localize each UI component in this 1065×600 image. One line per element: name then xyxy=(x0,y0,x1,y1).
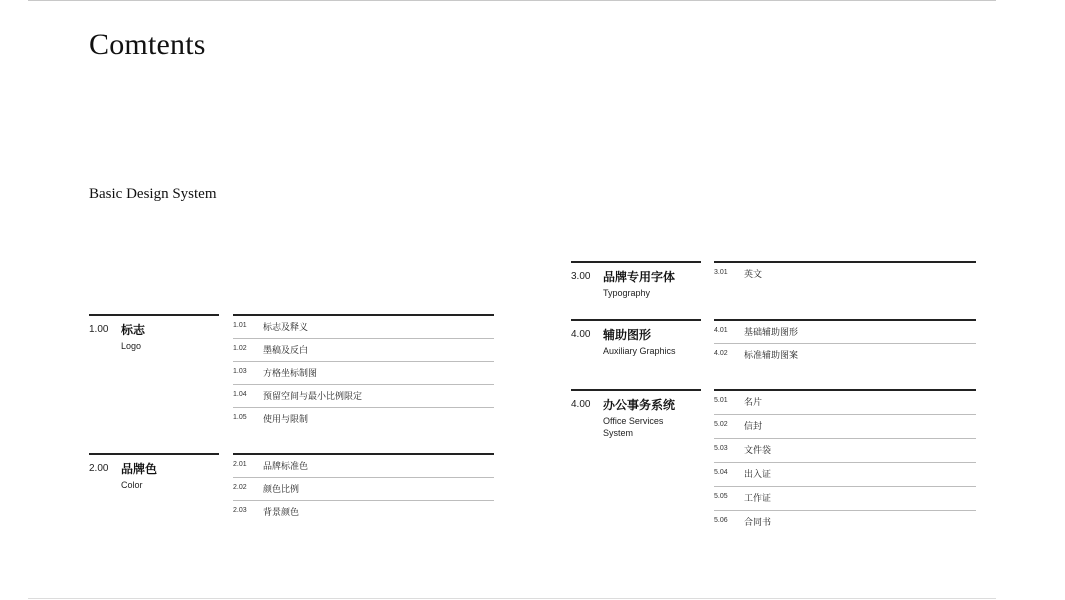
item-label: 基础辅助图形 xyxy=(744,327,799,337)
toc-item[interactable] xyxy=(233,478,494,501)
item-label: 背景颜色 xyxy=(263,507,300,517)
item-number: 1.05 xyxy=(233,414,247,421)
toc-item[interactable] xyxy=(714,511,976,534)
item-label: 标志及释义 xyxy=(263,322,309,332)
toc-item[interactable] xyxy=(233,339,494,362)
item-label: 名片 xyxy=(744,397,763,407)
item-label: 出入证 xyxy=(744,469,772,479)
toc-item[interactable] xyxy=(714,415,976,439)
section-title-cn: 品牌色 xyxy=(121,462,158,476)
section-items xyxy=(233,314,494,430)
section-items xyxy=(714,389,976,534)
toc-item[interactable] xyxy=(714,389,976,415)
section-number: 2.00 xyxy=(89,463,109,474)
section-number: 4.00 xyxy=(571,329,591,340)
bottom-rule xyxy=(28,598,996,599)
item-number: 2.02 xyxy=(233,484,247,491)
item-number: 5.06 xyxy=(714,517,728,524)
section-heading[interactable] xyxy=(571,261,701,313)
item-number: 2.03 xyxy=(233,507,247,514)
section-items xyxy=(714,319,976,366)
toc-item[interactable] xyxy=(714,261,976,286)
section-heading[interactable] xyxy=(89,314,219,366)
toc-item[interactable] xyxy=(233,314,494,339)
item-label: 合同书 xyxy=(744,517,772,527)
section-title-en: Logo xyxy=(121,341,142,351)
top-rule xyxy=(28,0,996,1)
section-heading[interactable] xyxy=(89,453,219,505)
toc-item[interactable] xyxy=(233,362,494,385)
toc-item[interactable] xyxy=(714,487,976,511)
item-label: 颜色比例 xyxy=(263,484,300,494)
toc-item[interactable] xyxy=(714,463,976,487)
page-subtitle: Basic Design System xyxy=(89,186,217,202)
item-label: 标准辅助图案 xyxy=(744,350,799,360)
section-number: 1.00 xyxy=(89,324,109,335)
section-title-en: Office Services System xyxy=(603,416,664,438)
section-title-cn: 办公事务系统 xyxy=(603,398,676,412)
toc-item[interactable] xyxy=(233,453,494,478)
section-heading[interactable] xyxy=(571,319,701,371)
section-items xyxy=(233,453,494,523)
item-label: 信封 xyxy=(744,421,763,431)
item-label: 英文 xyxy=(744,269,763,279)
item-label: 文件袋 xyxy=(744,445,772,455)
toc-item[interactable] xyxy=(714,439,976,463)
section-number: 4.00 xyxy=(571,399,591,410)
toc-item[interactable] xyxy=(233,385,494,408)
item-number: 5.02 xyxy=(714,421,728,428)
item-label: 使用与限制 xyxy=(263,414,309,424)
item-number: 5.04 xyxy=(714,469,728,476)
section-title-en: Typography xyxy=(603,288,651,298)
item-number: 5.03 xyxy=(714,445,728,452)
section-items xyxy=(714,261,976,286)
item-label: 品牌标准色 xyxy=(263,461,309,471)
section-title-en: Color xyxy=(121,480,143,490)
section-title-cn: 辅助图形 xyxy=(603,328,652,342)
item-label: 方格坐标制图 xyxy=(263,368,318,378)
toc-item[interactable] xyxy=(714,319,976,344)
item-number: 5.05 xyxy=(714,493,728,500)
item-number: 1.04 xyxy=(233,391,247,398)
toc-item[interactable] xyxy=(714,344,976,366)
item-number: 1.01 xyxy=(233,322,247,329)
item-label: 墨稿及反白 xyxy=(263,345,309,355)
item-label: 预留空间与最小比例限定 xyxy=(263,391,363,401)
item-number: 5.01 xyxy=(714,397,728,404)
item-label: 工作证 xyxy=(744,493,772,503)
item-number: 4.01 xyxy=(714,327,728,334)
item-number: 4.02 xyxy=(714,350,728,357)
section-title-cn: 品牌专用字体 xyxy=(603,270,676,284)
page-title: Comtents xyxy=(89,28,206,61)
toc-item[interactable] xyxy=(233,501,494,523)
section-title-cn: 标志 xyxy=(121,323,146,337)
section-heading[interactable] xyxy=(571,389,701,441)
section-title-en: Auxiliary Graphics xyxy=(603,346,676,356)
section-number: 3.00 xyxy=(571,271,591,282)
item-number: 1.03 xyxy=(233,368,247,375)
item-number: 1.02 xyxy=(233,345,247,352)
item-number: 2.01 xyxy=(233,461,247,468)
toc-item[interactable] xyxy=(233,408,494,430)
item-number: 3.01 xyxy=(714,269,728,276)
